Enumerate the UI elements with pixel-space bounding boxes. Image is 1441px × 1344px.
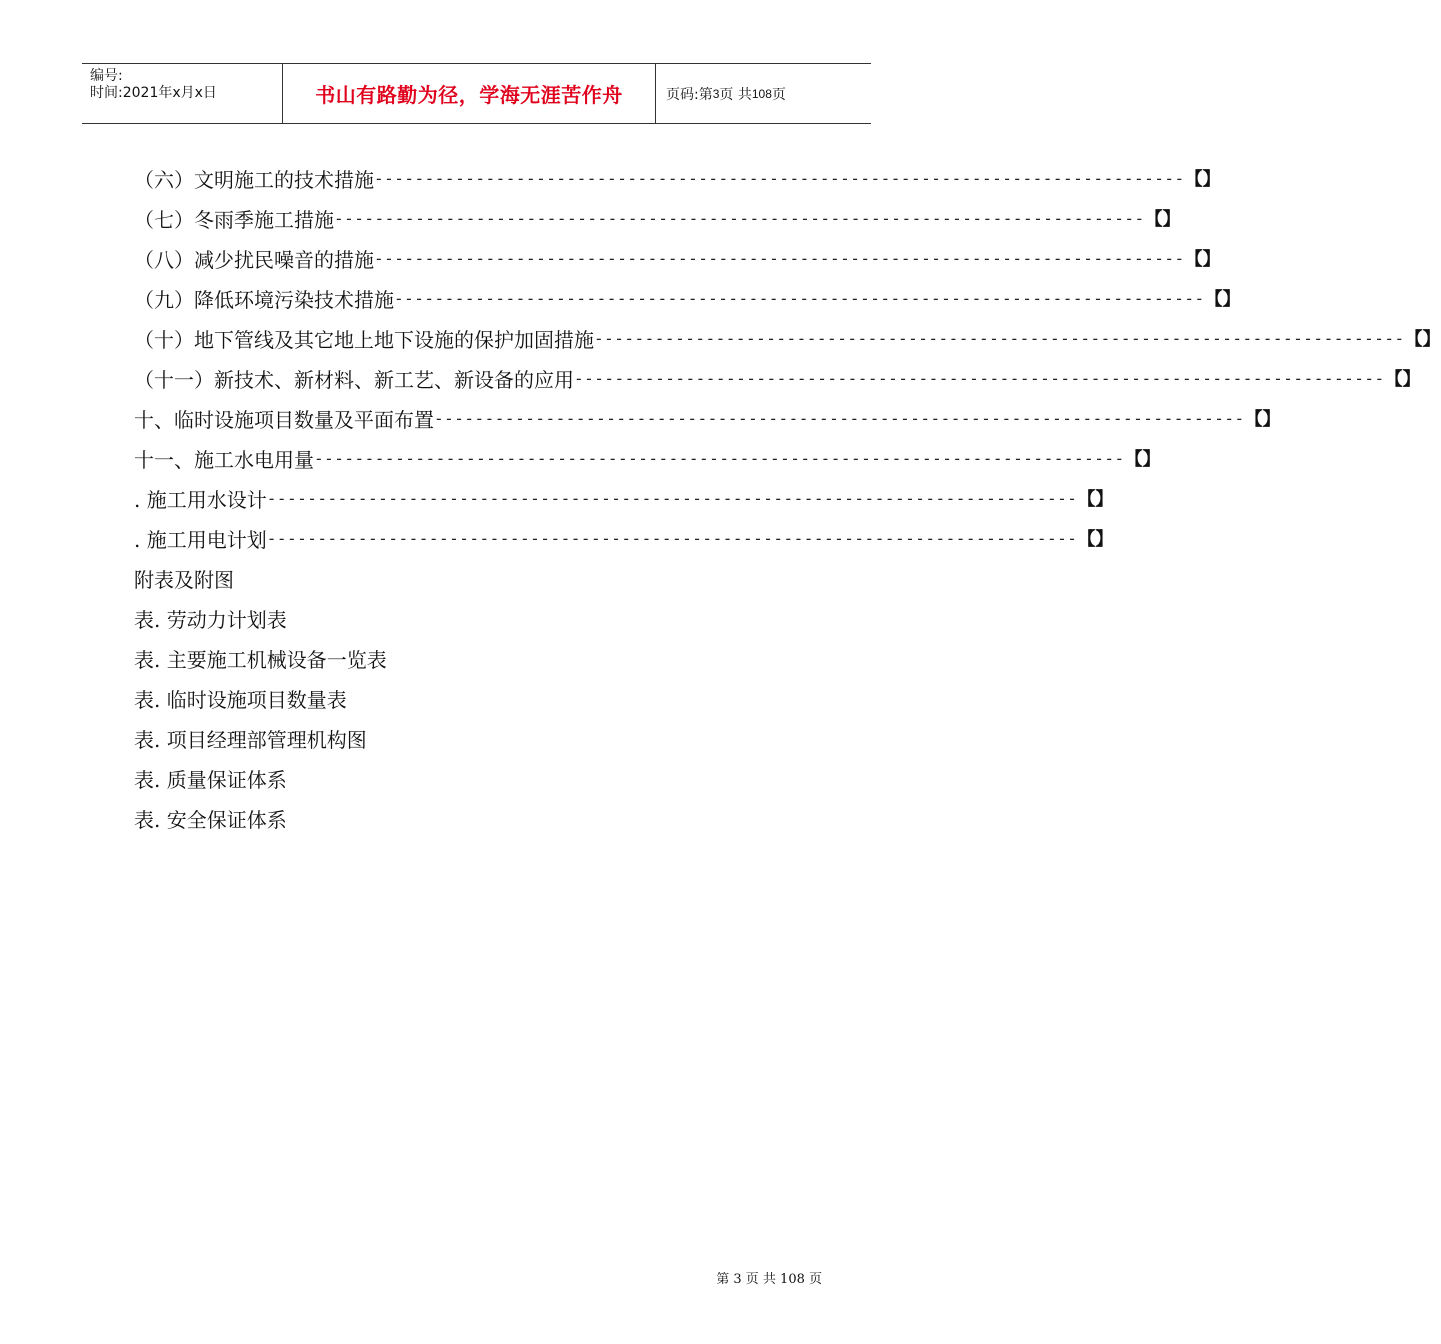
- toc-page-bracket: 【】: [1077, 489, 1114, 510]
- document-time: 时间:2021年x月x日: [90, 85, 217, 101]
- toc-page-bracket: 【】: [1124, 449, 1161, 470]
- page-suffix: 页: [771, 86, 786, 103]
- toc-leader: --------------------------------------------------------------------------------: [266, 528, 1078, 548]
- toc-leader: --------------------------------------------------------------------------------: [374, 168, 1185, 188]
- toc-entry[interactable]: [134, 518, 1114, 558]
- toc-entry[interactable]: [134, 198, 1181, 238]
- header-meta: [82, 64, 283, 123]
- toc-leader: --------------------------------------------------------------------------------: [374, 248, 1185, 268]
- toc-entry-title: （十）地下管线及其它地上地下设施的保护加固措施: [134, 327, 594, 352]
- toc-entry-title: （六）文明施工的技术措施: [134, 167, 374, 192]
- appendix-item[interactable]: 表. 劳动力计划表: [134, 607, 287, 632]
- toc-entry[interactable]: [134, 238, 1221, 278]
- toc-leader: --------------------------------------------------------------------------------: [314, 448, 1125, 468]
- toc-leader: --------------------------------------------------------------------------------: [574, 368, 1385, 388]
- toc-entry-title: （七）冬雨季施工措施: [134, 207, 334, 232]
- toc-entry-title: （八）减少扰民噪音的措施: [134, 247, 374, 272]
- toc-page-bracket: 【】: [1244, 409, 1281, 430]
- toc-entry[interactable]: [134, 358, 1421, 398]
- toc-entry[interactable]: [134, 438, 1161, 478]
- appendix-heading: 附表及附图: [134, 567, 234, 592]
- toc-entry[interactable]: [134, 158, 1221, 198]
- toc-leader: --------------------------------------------------------------------------------: [266, 488, 1078, 508]
- toc-entry-title: （九）降低环境污染技术措施: [134, 287, 394, 312]
- header-page-number: [656, 64, 871, 123]
- header-motto: 书山有路勤为径，学海无涯苦作舟: [283, 64, 656, 123]
- appendix-item[interactable]: 表. 主要施工机械设备一览表: [134, 647, 387, 672]
- page-total: 108: [751, 86, 772, 101]
- toc-entry-title: （十一）新技术、新材料、新工艺、新设备的应用: [134, 367, 574, 392]
- toc-leader: --------------------------------------------------------------------------------: [434, 408, 1245, 428]
- toc-entry-title: 十一、施工水电用量: [134, 447, 314, 472]
- toc-page-bracket: 【】: [1077, 529, 1114, 550]
- toc-leader: --------------------------------------------------------------------------------: [394, 288, 1205, 308]
- toc-entry-title: . 施工用水设计: [134, 487, 267, 512]
- toc-entry[interactable]: [134, 278, 1241, 318]
- page-prefix: 页码:第: [666, 86, 713, 103]
- toc-entry-title: . 施工用电计划: [134, 527, 267, 552]
- document-number-label: 编号:: [90, 68, 123, 84]
- toc-page-bracket: 【】: [1384, 369, 1421, 390]
- toc-leader: --------------------------------------------------------------------------------: [594, 328, 1405, 348]
- toc-entry[interactable]: [134, 318, 1441, 358]
- toc-page-bracket: 【】: [1144, 209, 1181, 230]
- toc-page-bracket: 【】: [1184, 249, 1221, 270]
- toc-page-bracket: 【】: [1404, 329, 1441, 350]
- toc-entry[interactable]: [134, 478, 1114, 518]
- page-mid: 页 共: [719, 86, 752, 103]
- toc-page-bracket: 【】: [1204, 289, 1241, 310]
- toc-leader: --------------------------------------------------------------------------------: [334, 208, 1145, 228]
- page-footer: 第 3 页 共 108 页: [716, 1272, 822, 1287]
- toc-page-bracket: 【】: [1184, 169, 1221, 190]
- page-header: [82, 63, 871, 124]
- toc-entry[interactable]: [134, 398, 1281, 438]
- appendix-item[interactable]: 表. 项目经理部管理机构图: [134, 727, 367, 752]
- appendix-item[interactable]: 表. 安全保证体系: [134, 807, 287, 832]
- toc-entry-title: 十、临时设施项目数量及平面布置: [134, 407, 434, 432]
- appendix-item[interactable]: 表. 临时设施项目数量表: [134, 687, 347, 712]
- page-current: 3: [712, 86, 720, 101]
- table-of-contents: [134, 158, 1441, 838]
- appendix-item[interactable]: 表. 质量保证体系: [134, 767, 287, 792]
